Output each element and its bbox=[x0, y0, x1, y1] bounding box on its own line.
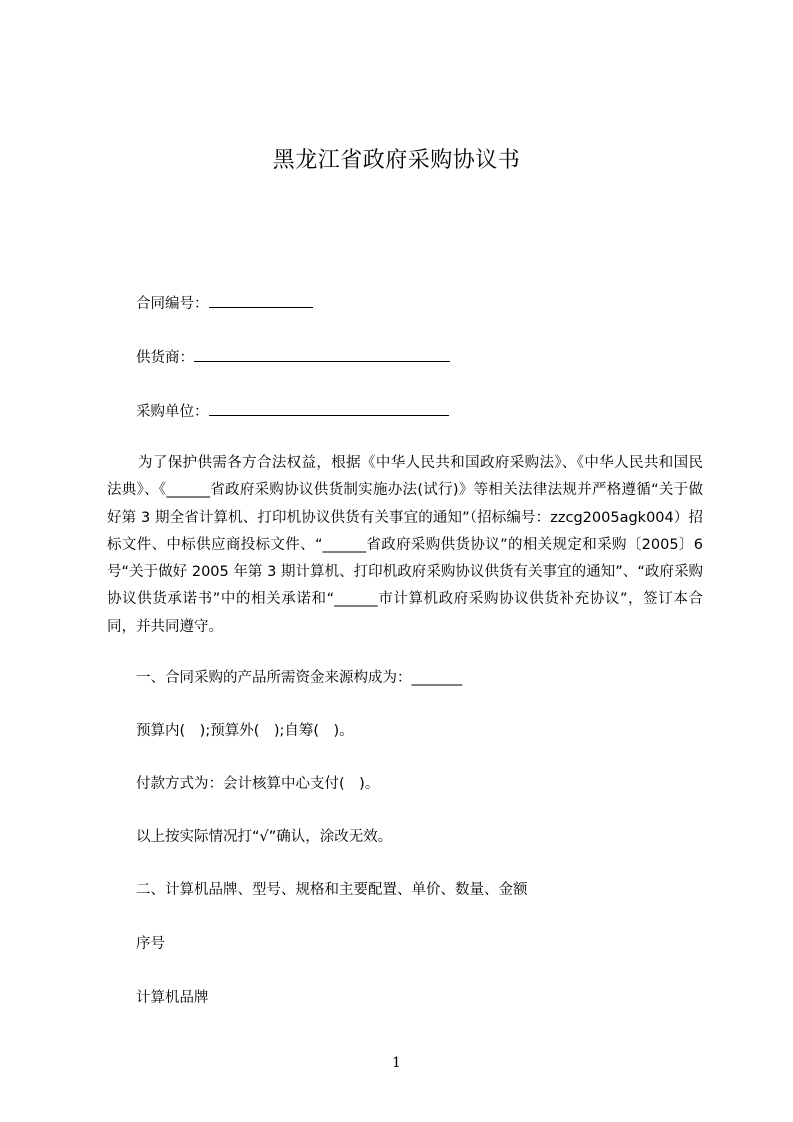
purchaser-blank bbox=[209, 403, 449, 416]
page-number: 1 bbox=[392, 1055, 401, 1071]
payment-line: 付款方式为：会计核算中心支付( )。 bbox=[136, 776, 380, 792]
contract-number-label: 合同编号： bbox=[136, 296, 209, 312]
supplier-blank bbox=[194, 349, 450, 362]
document-title: 黑龙江省政府采购协议书 bbox=[272, 148, 521, 173]
contract-number-field bbox=[136, 292, 313, 313]
budget-line: 预算内( );预算外( );自筹( )。 bbox=[136, 723, 354, 739]
section2-heading: 二、计算机品牌、型号、规格和主要配置、单价、数量、金额 bbox=[136, 882, 528, 898]
purchaser-field bbox=[136, 400, 449, 421]
intro-paragraph: 为了保护供需各方合法权益，根据《中华人民共和国政府采购法》、《中华人民共和国民法典》、《______省政府采购协议供货制实施办法(试行)》等相关法律法规并严格遵循“关于做好第 3 期全省计算机、打印机协议供货有关事宜的通知”（招标编号：zzcg2005agk004）招标文件、中标供应商投标文件、“______省政府采购供货协议”的相关规定和采购〔2005〕6 号“关于做好 2005 年第 3 期计算机、打印机政府采购协议供货有关事宜的通知”、“政府采购协议供货承诺书”中的相关承诺和“______市计算机政府采购协议供货补充协议”，签订本合同，并共同遵守。 bbox=[107, 455, 703, 635]
supplier-label: 供货商： bbox=[136, 350, 194, 366]
contract-number-blank bbox=[209, 295, 313, 308]
purchaser-label: 采购单位： bbox=[136, 404, 209, 420]
supplier-field bbox=[136, 346, 450, 367]
column-sequence-label: 序号 bbox=[136, 936, 165, 952]
confirm-line: 以上按实际情况打“√”确认，涂改无效。 bbox=[136, 829, 393, 845]
column-brand-label: 计算机品牌 bbox=[136, 990, 209, 1006]
section1-heading: 一、合同采购的产品所需资金来源构成为：_______ bbox=[136, 670, 463, 686]
